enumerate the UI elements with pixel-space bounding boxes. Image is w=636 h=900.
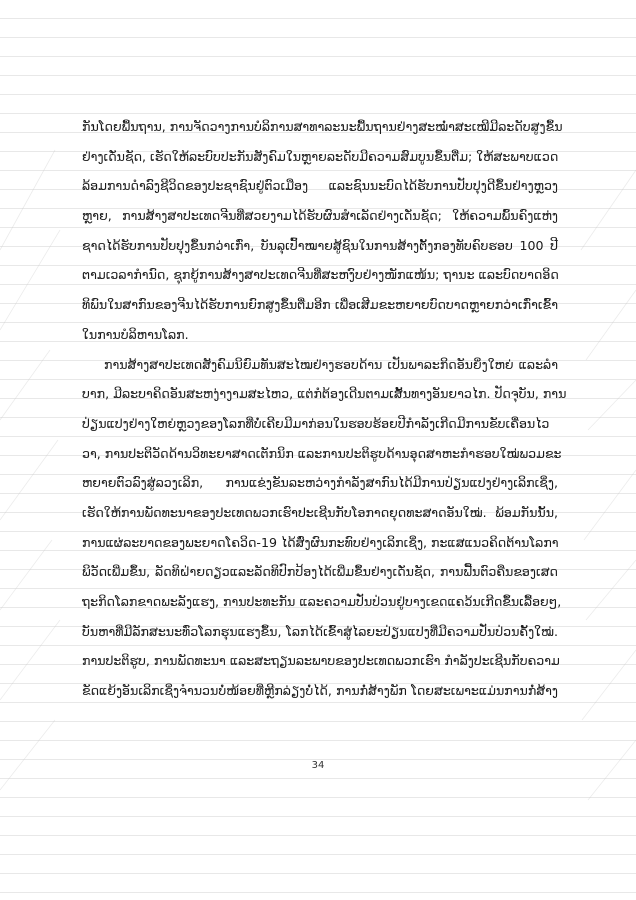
- text-line: [82, 646, 558, 676]
- text-line: [82, 231, 558, 261]
- text-line-content: ລ້ອມການດໍາລົງຊີວິດຂອງປະຊາຊົນຢູ່ຕົວເມືອງ ແລະຊົນນະບົດໄດ້ຮັບການປັບປຸງດີຂຶ້ນຢ່າງຫຼວງ: [82, 178, 558, 194]
- text-line: [82, 142, 558, 172]
- text-line: [82, 676, 558, 706]
- text-line-content: ການສ້າງສາປະເທດສັງຄົມນິຍົມທັນສະໄໝຢ່າງຮອບດ້ານ ເປັນພາລະກິດອັນຍິ່ງໃຫຍ່ ແລະລໍາ: [104, 356, 558, 372]
- text-line-content: ທິພົນໃນສາກົນຂອງຈີນໄດ້ຮັບການຍົກສູງຂຶ້ນຕື່ມອີກ ເພື່ອເສີມຂະຫຍາຍບົດບາດຫຼາຍກວ່າເກົ່າເຂົ້າ: [82, 297, 558, 313]
- text-line: [82, 171, 558, 201]
- text-line-content: ປ່ຽນແປງຢ່າງໃຫຍ່ຫຼວງຂອງໂລກທີ່ບໍ່ເຄີຍມີມາກ່ອນໃນຮອບຮ້ອຍປີກໍາລັງເກີດມີການຂັບເຄື່ອນໄວ: [82, 415, 550, 431]
- text-line-content: ຂັດແຍ້ງອັນເລິກເຊິ່ງຈໍານວນບໍ່ໜ້ອຍທີ່ຫຼີກລ່ຽງບໍ່ໄດ້, ການກໍ່ສ້າງພັກ ໂດຍສະເພາະແມ່ນການກໍ່ສ້າງ: [82, 683, 558, 699]
- text-line-content: ຢ່າງເດັ່ນຊັດ, ເຮັດໃຫ້ລະບົບປະກັນສັງຄົມໃນຫຼາຍລະດັບມີຄວາມສົມບູນຂຶ້ນຕື່ມ; ໃຫ້ສະພາບແວດ: [82, 148, 559, 164]
- text-line-content: ການປະຕິຮູບ, ການພັດທະນາ ແລະສະຖຽນລະພາບຂອງປະເທດພວກເຮົາ ກໍາລັງປະເຊີນກັບຄວາມ: [82, 653, 560, 669]
- text-line-content: ບາກ, ມີລະບາຄິດອັນສະຫງ່າງາມສະໄຫວ, ແຕ່ກໍຕ້ອງເດີນຕາມເສັ້ນທາງອັນຍາວໄກ. ປັດຈຸບັນ, ການ: [82, 386, 567, 402]
- text-line-content: ການແຜ່ລະບາດຂອງພະຍາດໂຄວິດ-19 ໄດ້ສົ່ງຜົນກະທົບຢ່າງເລິກເຊິ່ງ, ກະແສແນວຄິດຕ້ານໂລກາ: [82, 534, 559, 550]
- text-line: [82, 260, 558, 290]
- text-line-content: ຫຼາຍ, ການສ້າງສາປະເທດຈີນທີ່ສວຍງາມໄດ້ຮັບຜົນສໍາເລັດຢ່າງເດັ່ນຊັດ; ໃຫ້ຄວາມພົ້ນຄົງແຫ່ງ: [82, 208, 558, 224]
- text-line-content: ວາ, ການປະຕິວັດດ້ານວິທະຍາສາດເຕັກນິກ ແລະການປະຕິຮູບດ້ານອຸດສາຫະກໍາຮອບໃໝ່ພວມຂະ: [82, 445, 562, 461]
- text-line-paragraph-end: [82, 320, 558, 350]
- text-line: [82, 201, 558, 231]
- text-line-content: ຖະກິດໂລກຂາດພະລັງແຮງ, ການປະທະກັນ ແລະຄວາມປັ່ນປ່ວນຢູ່ບາງເຂດແຄວ້ນເກີດຂຶ້ນເລື້ອຍໆ,: [82, 594, 562, 609]
- text-line-content: ໃນການບໍລິຫານໂລກ.: [82, 326, 189, 342]
- text-line: [82, 498, 558, 528]
- text-line: [82, 439, 562, 469]
- text-line-content: ບັນຫາທີ່ມີລັກສະນະທົ່ວໂລກຮຸນແຮງຂຶ້ນ, ໂລກໄດ້ເຂົ້າສູ່ໄລຍະປ່ຽນແປງທີ່ມີຄວາມປັ່ນປ່ວນຄັ້ງໃໝ່.: [82, 623, 558, 639]
- text-line: [82, 409, 558, 439]
- text-line: [82, 587, 562, 617]
- body-text: [82, 112, 567, 706]
- text-line-content: ພິວັດເພີ່ມຂຶ້ນ, ລັດທິຝ່າຍດຽວແລະລັດທິປົກປ້ອງໄດ້ເພີ່ມຂຶ້ນຢ່າງເດັ່ນຊັດ, ການຟື້ນຕົວຄືນຂອງເສດ: [82, 564, 558, 580]
- text-line: [82, 468, 558, 498]
- text-line: [82, 528, 558, 558]
- text-line-content: ກັນໂດຍພື້ນຖານ, ການຈັດວາງການບໍລິການສາທາລະນະພື້ນຖານຢ່າງສະໝໍ່າສະເໝີມີລະດັບສູງຂຶ້ນ: [82, 119, 563, 134]
- text-line: [82, 557, 558, 587]
- text-line: [82, 112, 563, 142]
- text-line-content: ຊາດໄດ້ຮັບການປັບປຸງຂຶ້ນກວ່າເກົ່າ, ບັນລຸເປົ້າໝາຍສູ້ຊົນໃນການສ້າງຕັ້ງກອງທັບຄົບຮອບ 100 ປີ: [82, 237, 558, 253]
- text-line-paragraph-start: [82, 350, 558, 380]
- text-line: [82, 617, 558, 647]
- page-number: 34: [311, 760, 325, 771]
- text-line: [82, 290, 558, 320]
- text-line-content: ຕາມເວລາກໍານົດ, ຊຸກຍູ້ການສ້າງສາປະເທດຈີນທີ່ສະຫງົບຢ່າງໜັກແໜ້ນ; ຖານະ ແລະບົດບາດອິດ: [82, 267, 559, 283]
- text-line-content: ເຮັດໃຫ້ການພັດທະນາຂອງປະເທດພວກເຮົາປະເຊີນກັບໂອກາດຍຸດທະສາດອັນໃໝ່. ພ້ອມກັນນັ້ນ,: [82, 504, 558, 520]
- text-line: [82, 379, 567, 409]
- text-line-content: ຫຍາຍຕົວລົງສູ່ລວງເລິກ, ການແຂ່ງຂັນລະຫວ່າງກໍາລັງສາກົນໄດ້ມີການປ່ຽນແປງຢ່າງເລິກເຊິ່ງ,: [82, 475, 558, 491]
